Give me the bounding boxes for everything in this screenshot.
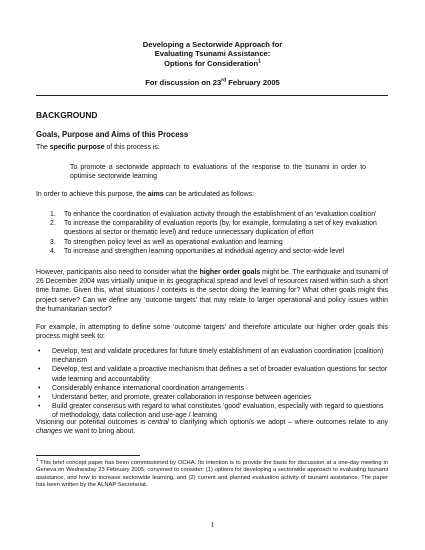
title-line-3: [0, 59, 425, 68]
bullet-icon: •: [38, 403, 41, 411]
higher-order-goals-paragraph: [36, 268, 388, 314]
higher-bold: higher order goals: [199, 269, 261, 276]
aims-list-item: [36, 247, 388, 256]
discussion-suffix: February 2005: [226, 78, 280, 88]
outcome-text: Understand better, and promote, greater collaboration in response between agencies: [52, 394, 311, 402]
aim-text: To increase and strengthen learning opportunities at individual agency and sector-wide level: [64, 247, 345, 255]
closing-text-3: we want to bring about.: [62, 428, 136, 436]
header-divider: [36, 95, 388, 96]
footnote-text: This brief concept paper has been commissioned by OCHA. Its intention is to provide the basis for discussion at a one-day meeting in Geneva on Wednesday 23 February 2005, convened to consider: (1) options for developing a sectorwide approach to evaluating tsunami assistance, and how to increase sectorwide learning, and (2) current and planned evaluation activity of tsunami assistance. The paper has been written by the ALNAP Secretariat.: [36, 460, 388, 489]
higher-suffix: might be. The earthquake and tsunami of 26 December 2004 was virtually unique in its geographical spread and level of resources raised within such a short time frame. Given this, what situations / contexts is the sector doing the learning for? What other goals might this project serve? Can we define any ‘outcome targets’ that may relate to larger operational and policy issues within the humanitarian sector?: [36, 269, 388, 313]
closing-emphasis-changes: changes: [36, 428, 63, 436]
bullet-icon: •: [38, 348, 41, 355]
outcome-text: Develop, test and validate a proactive mechanism that defines a set of broader evaluation questions for sector wide learning and accountability: [52, 366, 388, 383]
higher-prefix: However, participants also need to consider what the: [36, 269, 200, 276]
aim-number: 3.: [50, 238, 56, 246]
title-block: [0, 40, 425, 88]
aims-list-item: [36, 219, 388, 237]
footnote: [36, 457, 388, 490]
aim-text: To increase the comparability of evaluation reports (by, for example, formulating a set of key evaluation questions at sector or thematic level) and reduce unnecessary duplication of effort: [64, 220, 377, 237]
purpose-intro-bold: specific purpose: [49, 144, 105, 151]
outcome-text: Develop, test and validate procedures for future timely establishment of an evaluation coordination (coalition) mechanism: [52, 348, 384, 365]
aims-intro-suffix: can be articulated as follows:: [163, 191, 254, 198]
aims-intro-bold: aims: [147, 191, 164, 198]
closing-text-2: to clarifying which option/s we adopt – where outcomes relate to any: [168, 419, 388, 426]
purpose-intro: [36, 143, 388, 152]
purpose-intro-suffix: of this process is:: [104, 144, 160, 151]
aims-intro-prefix: In order to achieve this purpose, the: [36, 191, 148, 198]
footnote-mark: 1: [36, 457, 39, 463]
outcomes-list-item: [36, 347, 388, 365]
aim-number: 2.: [50, 220, 56, 228]
aim-number: 4.: [50, 247, 56, 255]
discussion-date: [0, 78, 425, 87]
aims-list-item: [36, 238, 388, 247]
outcomes-list-item: [36, 365, 388, 383]
outcomes-list-item: [36, 393, 388, 402]
aims-intro: [36, 190, 388, 199]
subsection-heading: Goals, Purpose and Aims of this Process: [36, 130, 189, 139]
section-heading: BACKGROUND: [36, 110, 98, 120]
page-number: 1: [210, 520, 215, 529]
outcome-text: Considerably enhance international coordination arrangements: [52, 384, 244, 392]
bullet-icon: •: [38, 384, 41, 392]
title-line-2: Evaluating Tsunami Assistance:: [154, 49, 271, 59]
closing-text-1: Visioning our potential outcomes is: [36, 419, 149, 426]
discussion-prefix: For discussion on 23: [145, 78, 222, 88]
bullet-icon: •: [38, 366, 41, 374]
title-line-1: Developing a Sectorwide Approach for: [142, 40, 283, 49]
discussion-ordinal: rd: [221, 77, 227, 84]
closing-paragraph: [36, 418, 388, 436]
footnote-divider: [36, 455, 140, 456]
bullet-icon: •: [38, 394, 41, 402]
purpose-intro-prefix: The: [36, 144, 50, 151]
title-footnote-ref: 1: [258, 58, 261, 65]
aim-text: To enhance the coordination of evaluation activity through the establishment of an ‘evaluation coalition’: [64, 211, 377, 218]
aims-list: [36, 210, 388, 256]
aims-list-item: [36, 210, 388, 219]
outcome-text: Build greater consensus with regard to what constitutes ‘good’ evaluation, especially with regard to questions of methodology, data collection and use-age / learning: [52, 403, 384, 420]
outcomes-list-item: [36, 384, 388, 393]
outcomes-list: [36, 347, 388, 421]
outcomes-intro: For example, in attempting to define some ‘outcome targets’ and therefore articulate our higher order goals this process might seek to:: [36, 324, 388, 341]
aim-text: To strengthen policy level as well as operational evaluation and learning: [64, 238, 283, 246]
title-line-3-text: Options for Consideration: [164, 58, 259, 68]
purpose-statement: To promote a sectorwide approach to evaluations of the response to the tsunami in order to optimise sectorwide learning: [70, 164, 366, 181]
closing-emphasis-central: central: [148, 419, 169, 426]
aim-number: 1.: [50, 211, 56, 218]
